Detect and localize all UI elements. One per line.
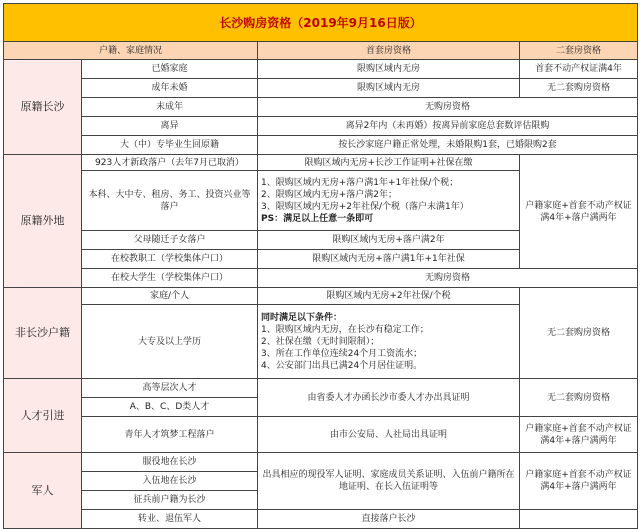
header-first: 首套房资格	[258, 42, 520, 60]
row-label: 本科、大中专、租房、务工、投资兴业等落户	[82, 171, 258, 231]
row-first: 限购区域内无房+2年社保/个税	[258, 288, 520, 305]
title-row	[4, 4, 638, 42]
rule-line: 4、公安部门出具已满24个月居住证明。	[261, 360, 423, 371]
fei-second: 无二套购房资格	[520, 288, 638, 379]
row-label: 服役地在长沙	[82, 453, 258, 472]
row-first-multiline	[258, 171, 520, 231]
table-row	[4, 136, 638, 155]
row-label: 家庭/个人	[82, 288, 258, 305]
rule-note: PS：满足以上任意一条即可	[261, 213, 374, 224]
section-rencai: 人才引进	[4, 379, 82, 453]
row-first: 限购区域内无房	[258, 79, 520, 98]
section-fei-changsha: 非长沙户籍	[4, 288, 82, 379]
junren-first: 出具相应的现役军人证明、家庭成员关系证明、入伍前户籍所在地证明、在长入伍证明等	[258, 453, 520, 510]
rencai-second: 无二套购房资格	[520, 379, 638, 417]
rule-line: 2、限购区域内无房+落户满2年；	[261, 189, 397, 200]
section-junren: 军人	[4, 453, 82, 529]
header-second: 二套房资格	[520, 42, 638, 60]
row-label: 在校大学生（学校集体户口）	[82, 269, 258, 288]
row-second: 首套不动产权证满4年	[520, 60, 638, 79]
row-label: 大（中）专毕业生回原籍	[82, 136, 258, 155]
junren-second: 户籍家庭+首套不动产权证满4年+落户满两年	[520, 453, 638, 510]
table-row	[4, 288, 638, 305]
waidi-second: 户籍家庭+首套不动产权证满4年+落户满两年	[520, 155, 638, 269]
rule-heading: 同时满足以下条件：	[261, 312, 343, 323]
section-yuanji-changsha: 原籍长沙	[4, 60, 82, 155]
row-label: 父母随迁子女落户	[82, 231, 258, 250]
row-first: 限购区域内无房	[258, 60, 520, 79]
row-label: 征兵前户籍为长沙	[82, 491, 258, 510]
row-label: 入伍地在长沙	[82, 472, 258, 491]
row-label: 离异	[82, 117, 258, 136]
table-row	[4, 155, 638, 171]
row-first: 直接落户长沙	[258, 510, 520, 529]
row-label: 大专及以上学历	[82, 305, 258, 379]
row-label: 923人才新政落户（去年7月已取消）	[82, 155, 258, 171]
row-first-multiline	[258, 305, 520, 379]
row-second: 户籍家庭+首套不动产权证满4年+落户满两年	[520, 417, 638, 453]
row-label: 青年人才筑梦工程落户	[82, 417, 258, 453]
row-label: 已婚家庭	[82, 60, 258, 79]
rencai-first: 由省委人才办函长沙市委人才办出具证明	[258, 379, 520, 417]
rule-line: 1、限购区域内无房+落户满1年+1年社保/个税；	[261, 177, 459, 188]
table-row	[4, 60, 638, 79]
row-second: 无二套购房资格	[520, 79, 638, 98]
row-second-empty	[520, 510, 638, 529]
section-yuanji-waidi: 原籍外地	[4, 155, 82, 288]
row-merged: 无购房资格	[258, 269, 638, 288]
table-row	[4, 79, 638, 98]
rule-line: 3、限购区域内无房+2年社保/个税（落户未满1年）	[261, 201, 469, 212]
table-row	[4, 117, 638, 136]
qualification-table	[3, 3, 638, 529]
row-label: A、B、C、D类人才	[82, 398, 258, 417]
row-first: 限购区域内无房+长沙工作证明+社保在缴	[258, 155, 520, 171]
rule-line: 3、所在工作单位连续24个月工资流水；	[261, 348, 423, 359]
row-label: 未成年	[82, 98, 258, 117]
row-merged: 按长沙家庭户籍正常处理，未婚限购1套，已婚限购2套	[258, 136, 638, 155]
rule-line: 2、社保在缴（无时间限制）；	[261, 336, 380, 347]
row-first: 限购区域内无房+落户满1年+1年社保	[258, 250, 520, 269]
row-label: 成年未婚	[82, 79, 258, 98]
table-row	[4, 417, 638, 453]
table-row	[4, 269, 638, 288]
header-row	[4, 42, 638, 60]
table-row	[4, 510, 638, 529]
row-merged: 无购房资格	[258, 98, 638, 117]
row-first: 限购区域内无房+落户满2年	[258, 231, 520, 250]
table-row	[4, 379, 638, 398]
row-first: 由市公安局、人社局出具证明	[258, 417, 520, 453]
row-merged: 离异2年内（未再婚）按离异前家庭总套数评估限购	[258, 117, 638, 136]
table-row	[4, 453, 638, 472]
table-row	[4, 98, 638, 117]
row-label: 在校教职工（学校集体户口）	[82, 250, 258, 269]
header-huji: 户籍、家庭情况	[4, 42, 258, 60]
row-label: 高等层次人才	[82, 379, 258, 398]
rule-line: 1、限购区域内无房，在长沙有稳定工作；	[261, 324, 429, 335]
table-title: 长沙购房资格（2019年9月16日版）	[4, 4, 638, 42]
row-label: 转业、退伍军人	[82, 510, 258, 529]
